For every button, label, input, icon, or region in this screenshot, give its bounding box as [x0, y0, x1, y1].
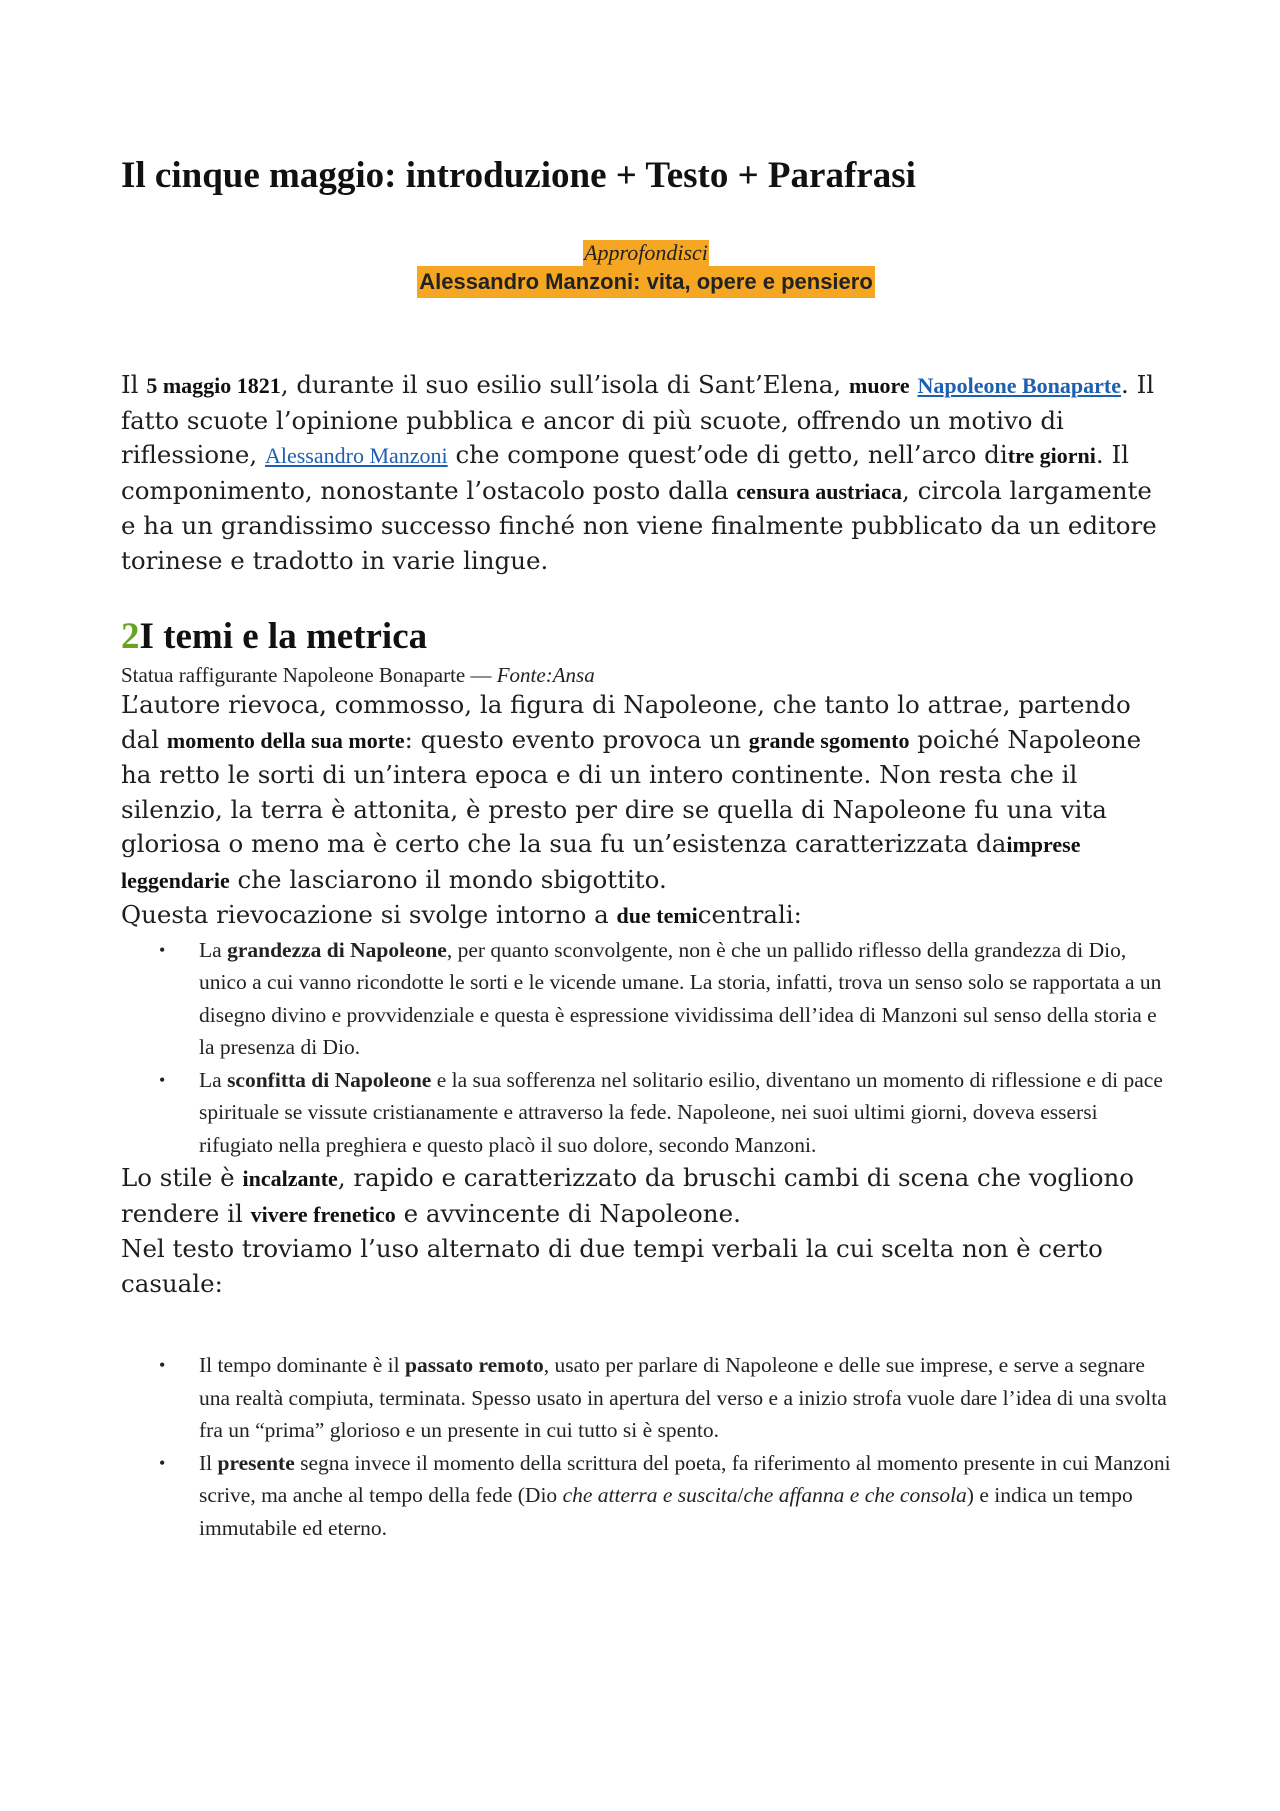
section-heading — [121, 612, 1171, 662]
related-article-link[interactable]: Alessandro Manzoni: vita, opere e pensiero — [417, 266, 875, 298]
related-kicker: Approfondisci — [584, 240, 708, 265]
article-body — [121, 150, 1171, 1544]
bullet-icon: • — [159, 1452, 166, 1473]
tre-giorni-bold: tre giorni — [1007, 443, 1096, 468]
paragraph-temi: Questa rievocazione si svolge intorno a due temicentrali: — [121, 900, 802, 929]
censura-bold: censura austriaca — [736, 478, 903, 504]
muore-bold: muore — [849, 373, 910, 398]
themes-list — [121, 934, 1171, 1162]
list-item: • Il tempo dominante è il passato remoto, usato per parlare di Napoleone e delle sue imprese, e serve a segnare una realtà compiuta, terminata. Spesso usato in apertura del verso e a inizio strofa vuole dare l’idea di una svolta fra un “prima” glorioso e un presente in cui tutto si è spento. — [121, 1349, 1171, 1447]
paragraph-figura: L’autore rievoca, commosso, la figura di Napoleone, che tanto lo attrae, partendo dal momento della sua morte: questo evento provoca un grande sgomento poiché Napoleone ha retto le sorti di un’intera epoca e di un intero continente. Non resta che il silenzio, la terra è attonita, è presto per dire se quella di Napoleone fu una vita gloriosa o meno ma è certo che la sua fu un’esistenza caratterizzata daimprese leggendarie che lasciarono il mondo sbigottito. — [121, 690, 1142, 894]
intro-paragraph: Il 5 maggio 1821, durante il suo esilio sull’isola di Sant’Elena, muore Napoleone Bonaparte. Il fatto scuote l’opinione pubblica e ancor di più scuote, offrendo un motivo di riflessione, Alessandro Manzoni che compone quest’ode di getto, nell’arco ditre giorni. Il componimento, nonostante l’ostacolo posto dalla censura austriaca, circola largamente e ha un grandissimo successo finché non viene finalmente pubblicato da un editore torinese e tradotto in varie lingue. — [121, 370, 1157, 575]
paragraph-tempi: Nel testo troviamo l’uso alternato di due tempi verbali la cui scelta non è certo casuale: — [121, 1234, 1103, 1298]
spacer — [121, 1301, 1171, 1349]
napoleone-link[interactable]: Napoleone Bonaparte — [917, 373, 1121, 398]
image-caption: Statua raffigurante Napoleone Bonaparte — Fonte:Ansa — [121, 663, 595, 687]
caption-source: Fonte:Ansa — [496, 663, 595, 687]
list-item: • Il presente segna invece il momento della scrittura del poeta, fa riferimento al momento presente in cui Manzoni scrive, ma anche al tempo della fede (Dio che atterra e suscita/che affanna e che consola) e indica un tempo immutabile ed eterno. — [121, 1447, 1171, 1545]
date-bold: 5 maggio 1821 — [146, 373, 281, 398]
list-item: • La grandezza di Napoleone, per quanto sconvolgente, non è che un pallido riflesso della grandezza di Dio, unico a cui vanno ricondotte le sorti e le vicende umane. La storia, infatti, trova un senso solo se rapportata a un disegno divino e provvidenziale e questa è espressione vividissima dell’idea di Manzoni sul senso della storia e la presenza di Dio. — [121, 934, 1171, 1064]
bullet-icon: • — [159, 1069, 166, 1090]
tenses-list — [121, 1349, 1171, 1544]
related-article-box — [121, 240, 1171, 298]
page-title: Il cinque maggio: introduzione + Testo + Parafrasi — [121, 155, 916, 196]
bullet-icon: • — [159, 1355, 166, 1375]
bullet-icon: • — [159, 939, 166, 960]
section-number: 2 — [121, 616, 140, 657]
manzoni-link[interactable]: Alessandro Manzoni — [264, 443, 448, 468]
section-title: I temi e la metrica — [139, 616, 428, 657]
list-item: • La sconfitta di Napoleone e la sua sofferenza nel solitario esilio, diventano un momento di riflessione e di pace spirituale se vissute cristianamente e attraverso la fede. Napoleone, nei suoi ultimi giorni, doveva essersi rifugiato nella preghiera e questo placò il suo dolore, secondo Manzoni. — [121, 1064, 1171, 1162]
paragraph-stile: Lo stile è incalzante, rapido e caratterizzato da bruschi cambi di scena che vogliono rendere il vivere frenetico e avvincente di Napoleone. — [121, 1163, 1135, 1228]
